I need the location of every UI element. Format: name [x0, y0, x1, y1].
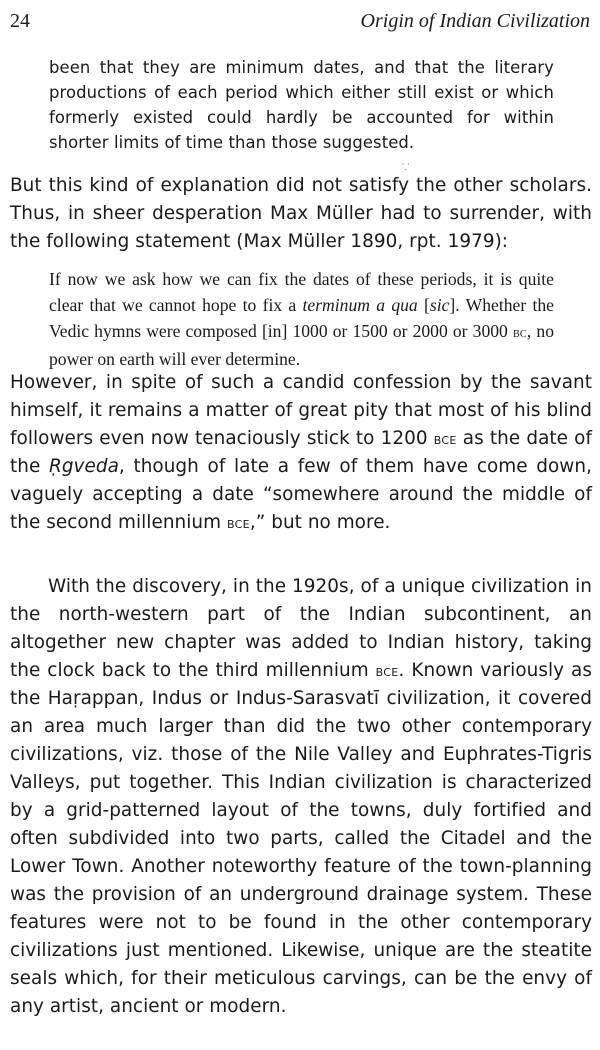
paragraph-text-part: However, in spite of such a candid confession by the savant himself, it remains a matter of great pity that most of his blind followers even now tenaciously stick to 1200	[10, 372, 592, 449]
quote-text-part: [	[417, 295, 430, 315]
paragraph-max-muller-surrender	[10, 172, 592, 256]
era-abbreviation: bc	[512, 325, 527, 341]
italic-term: terminum a qua	[302, 295, 418, 315]
paragraph-text	[10, 573, 592, 1021]
paragraph-text-part: With the discovery, in the 1920s, of a unique civilization in the north-western part of the Indian subcontinent, an altogether new chapter was added to Indian history, taking the clock back to the third millennium	[10, 576, 592, 681]
block-quote-text: been that they are minimum dates, and that the literary productions of each period which either still exist or which formerly existed could hardly be accounted for within shorter limits of time than those suggested.	[49, 58, 554, 152]
block-quote-text	[49, 266, 554, 372]
paragraph-text: But this kind of explanation did not satisfy the other scholars. Thus, in sheer desperation Max Müller had to surrender, with the following statement (Max Müller 1890, rpt. 1979):	[10, 175, 592, 252]
italic-title-rgveda: Ṛgveda	[49, 456, 119, 477]
running-title: Origin of Indian Civilization	[360, 10, 590, 32]
block-quote-max-muller	[49, 266, 554, 372]
era-abbreviation: bce	[226, 513, 250, 532]
running-header	[10, 10, 590, 40]
paragraph-text-part: . Known variously as the Haṛappan, Indus or Indus-Sarasvatī civilization, it covered an area much larger than did the two other contemporary civilizations, viz. those of the Nile Valley and Euphrates-Tigris Valleys, put together. This Indian civilization is characterized by a grid-patterned layout of the towns, duly fortified and often subdivided into two parts, called the Citadel and the Lower Town. Another noteworthy feature of the town-planning was the provision of an underground drainage system. These features were not to be found in the other contemporary civilizations just mentioned. Likewise, unique are the steatite seals which, for their meticulous carvings, can be the envy of any artist, ancient or modern.	[10, 660, 592, 1017]
paragraph-text-part: ,” but no more.	[249, 512, 391, 533]
era-abbreviation: bce	[433, 429, 457, 448]
page-number: 24	[10, 10, 30, 32]
italic-sic: sic	[429, 295, 450, 315]
paragraph-text-part: as the date of the	[10, 428, 592, 477]
paragraph-text	[10, 369, 592, 537]
quote-text-part: ]. Whether the Vedic hymns were composed [in] 1000 or 1500 or 2000 or 3000	[49, 295, 554, 341]
block-quote-continued	[49, 55, 554, 155]
quote-text-part: , no power on earth will ever determine.	[49, 321, 555, 369]
quote-text-part: If now we ask how we can fix the dates of these periods, it is quite clear that we cannot hope to fix a	[49, 269, 554, 315]
stray-ink-mark: ⸪	[402, 162, 410, 172]
paragraph-candid-confession	[10, 369, 592, 537]
era-abbreviation: bce	[375, 661, 399, 680]
paragraph-text-part: , though of late a few of them have come down, vaguely accepting a date “somewhere around the middle of the second millennium	[10, 456, 592, 533]
paragraph-harappan-discovery	[10, 573, 592, 1021]
